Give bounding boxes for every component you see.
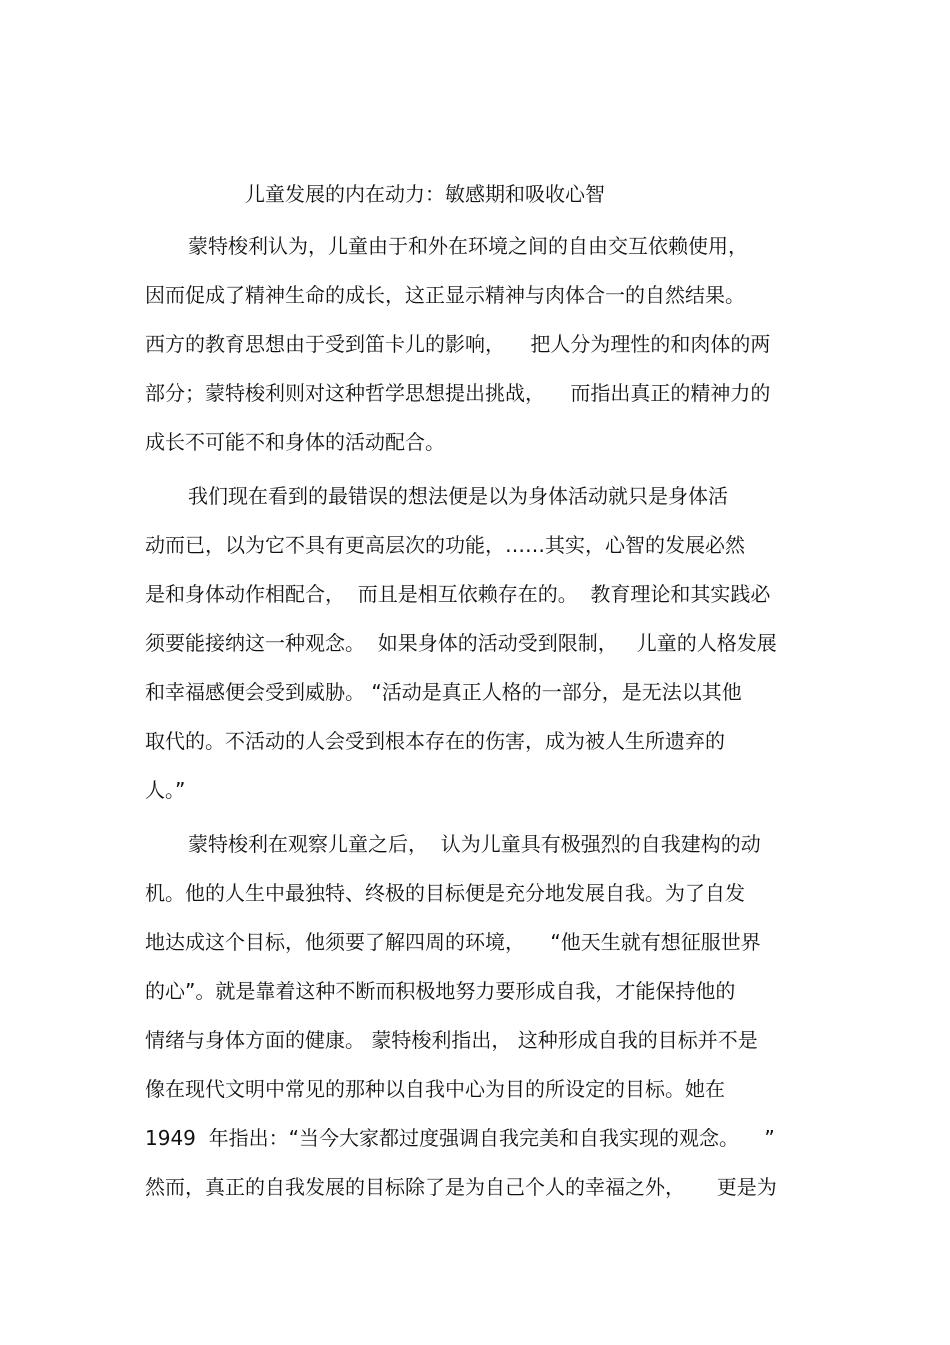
- paragraph-line: 蒙特梭利认为，儿童由于和外在环境之间的自由交互依赖使用，: [188, 234, 748, 258]
- paragraph-line: 情绪与身体方面的健康。 蒙特梭利指出， 这种形成自我的目标并不是: [145, 1028, 758, 1052]
- paragraph-line: 须要能接纳这一种观念。 如果身体的活动受到限制， 儿童的人格发展: [145, 631, 777, 655]
- paragraph-line: 地达成这个目标，他须要了解四周的环境， “他天生就有想征服世界: [145, 930, 761, 954]
- document-title: 儿童发展的内在动力：敏感期和吸收心智: [245, 182, 605, 206]
- paragraph-line: 像在现代文明中常见的那种以自我中心为目的所设定的目标。她在: [145, 1077, 725, 1101]
- paragraph-line: 机。他的人生中最独特、终极的目标便是充分地发展自我。为了自发: [145, 881, 745, 905]
- paragraph-line: 和幸福感便会受到威胁。 “活动是真正人格的一部分，是无法以其他: [145, 680, 742, 704]
- paragraph-line: 的心”。就是靠着这种不断而积极地努力要形成自我，才能保持他的: [145, 979, 736, 1003]
- paragraph-line: 1949 年指出：“当今大家都过度强调自我完美和自我实现的观念。 ”: [145, 1126, 775, 1150]
- paragraph-line: 部分；蒙特梭利则对这种哲学思想提出挑战， 而指出真正的精神力的: [145, 381, 771, 405]
- paragraph-line: 因而促成了精神生命的成长，这正显示精神与肉体合一的自然结果。: [145, 283, 745, 307]
- paragraph-line: 成长不可能不和身体的活动配合。: [145, 430, 445, 454]
- paragraph-line: 取代的。不活动的人会受到根本存在的伤害，成为被人生所遗弃的: [145, 729, 725, 753]
- paragraph-line: 然而，真正的自我发展的目标除了是为自己个人的幸福之外， 更是为: [145, 1175, 777, 1199]
- paragraph-line: 动而已，以为它不具有更高层次的功能，……其实，心智的发展必然: [145, 533, 745, 557]
- paragraph-line: 蒙特梭利在观察儿童之后， 认为儿童具有极强烈的自我建构的动: [188, 832, 761, 856]
- paragraph-line: 我们现在看到的最错误的想法便是以为身体活动就只是身体活: [188, 484, 728, 508]
- paragraph-line: 西方的教育思想由于受到笛卡儿的影响， 把人分为理性的和肉体的两: [145, 332, 771, 356]
- paragraph-line: 人。”: [145, 778, 186, 802]
- paragraph-line: 是和身体动作相配合， 而且是相互依赖存在的。 教育理论和其实践必: [145, 582, 771, 606]
